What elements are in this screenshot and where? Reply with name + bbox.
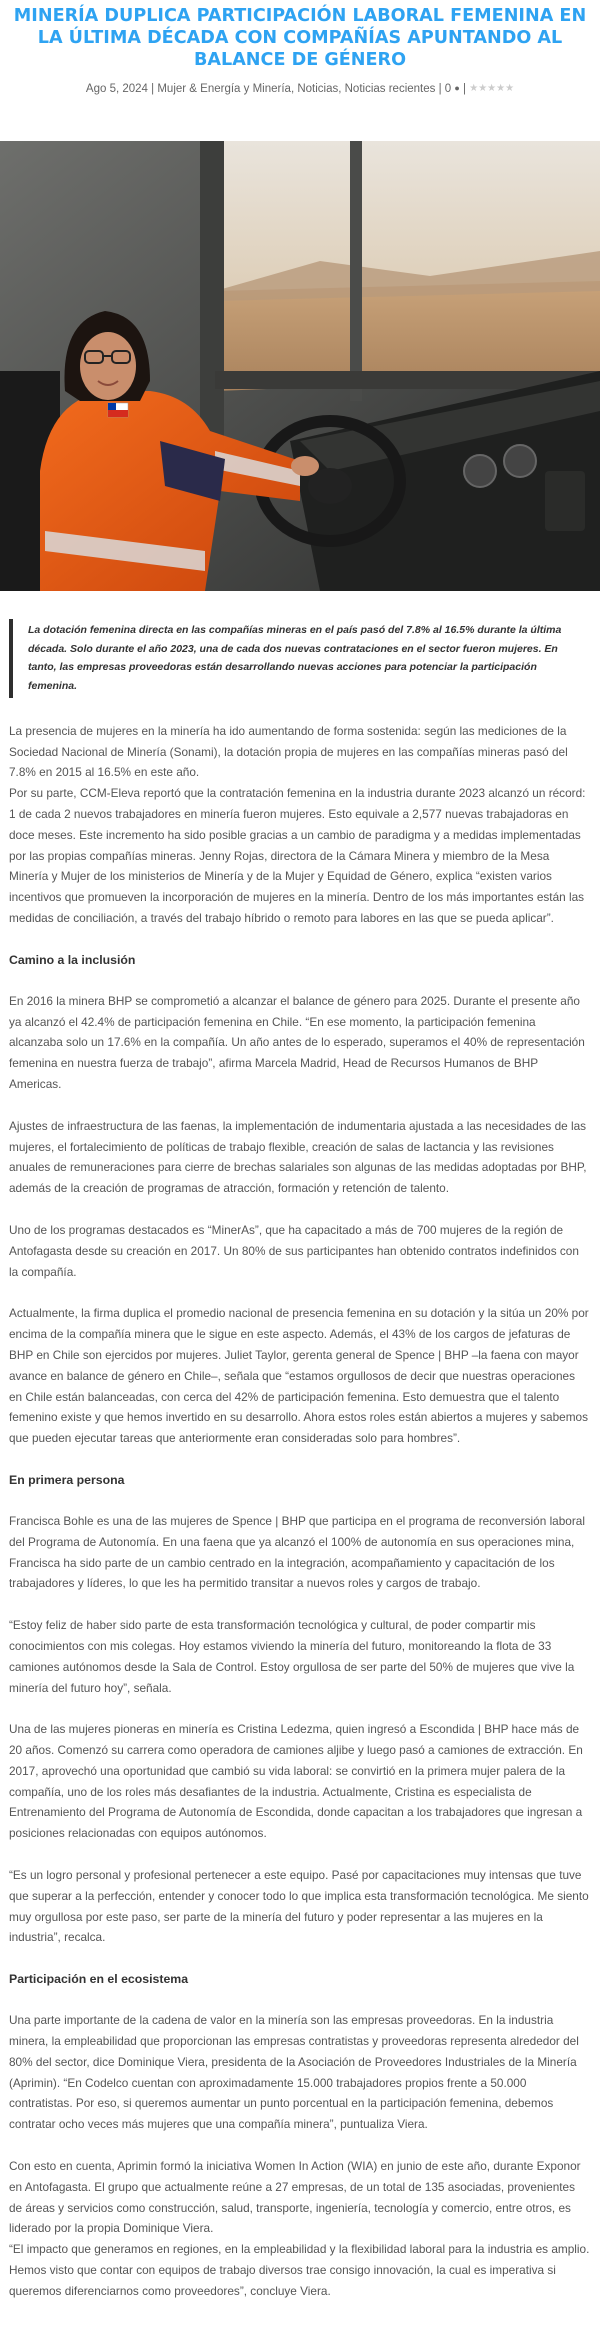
category-link-mujer-energia-mineria[interactable]: Mujer & Energía y Minería bbox=[157, 83, 291, 95]
paragraph: Una parte importante de la cadena de valor en la minería son las empresas proveedoras. En la industria minera, la empleabilidad que proporcionan las empresas contratistas y proveedoras representa alrededor del 80% del sector, dice Dominique Viera, presidenta de la Asociación de Proveedores Industriales de la Minería (Aprimin). “En Codelco cuentan con aproximadamente 15.000 trabajadores propios frente a 50.000 contratistas. Por eso, si queremos aumentar un punto porcentual en la participación femenina, debemos contratar ocho veces más mujeres que una compañía minera”, puntualiza Viera. bbox=[9, 2013, 579, 2132]
paragraph: Con esto en cuenta, Aprimin formó la iniciativa Women In Action (WIA) en junio de este año, durante Exponor en Antofagasta. El grupo que actualmente reúne a 27 empresas, de un total de 135 asociadas, provenientes de áreas y servicios como construcción, salud, transporte, ingeniería, tecnología y comercio, entre otros, es liderado por la propia Dominique Viera. bbox=[9, 2159, 581, 2236]
truck-driver-photo bbox=[0, 141, 600, 591]
article-header bbox=[0, 0, 600, 97]
paragraph: “Estoy feliz de haber sido parte de esta transformación tecnológica y cultural, de poder compartir mis conocimientos con mis colegas. Hoy estamos viviendo la minería del futuro, monitoreando la flota de 33 camiones autónomos desde la Sala de Control. Estoy orgullosa de ser parte del 50% de mujeres que vive la minería del futuro hoy”, señala. bbox=[9, 1618, 575, 1695]
paragraph: “El impacto que generamos en regiones, en la empleabilidad y la flexibilidad laboral para la industria es amplio. Hemos visto que contar con equipos de trabajo diversos trae consigo innovación, la cual es imperativa si queremos diferenciarnos como proveedores”, concluye Viera. bbox=[9, 2242, 590, 2298]
article-body bbox=[0, 721, 600, 2302]
category-link-noticias-recientes[interactable]: Noticias recientes bbox=[344, 83, 436, 95]
paragraph: “Es un logro personal y profesional pertenecer a este equipo. Pasé por capacitaciones muy intensas que tuve que superar a la perfección, entender y conocer todo lo que implica esta transformación tecnológica. Me siento muy orgullosa por este paso, ser parte de la minería del futuro y poder representar a las mujeres en la industria”, recalca. bbox=[9, 1868, 589, 1945]
hero-image bbox=[0, 141, 600, 591]
paragraph: Uno de los programas destacados es “MinerAs”, que ha capacitado a más de 700 mujeres de la región de Antofagasta desde su creación en 2017. Un 80% de sus participantes han obtenido contratos indefinidos con la compañía. bbox=[9, 1222, 579, 1279]
rating-stars[interactable]: ★★★★★ bbox=[469, 83, 515, 94]
comment-count: 0 bbox=[444, 83, 452, 95]
paragraph: Francisca Bohle es una de las mujeres de Spence | BHP que participa en el programa de reconversión laboral del Programa de Autonomía. En una faena que ya alcanzó el 100% de autonomía en sus operaciones mina, Francisca ha sido parte de un cambio centrado en la integración, acompañamiento y capacitación de los trabajadores y líderes, lo que les ha permitido transitar a nuevos roles y cargos de trabajo. bbox=[9, 1513, 585, 1591]
paragraph: Ajustes de infraestructura de las faenas, la implementación de indumentaria ajustada a las necesidades de las mujeres, el fortalecimiento de políticas de trabajo flexible, creación de salas de lactancia y las revisiones anuales de remuneraciones para cierre de brechas salariales son algunas de las medidas adoptadas por BHP, además de la creación de programas de atracción, formación y retención de talento. bbox=[9, 1118, 587, 1196]
section-heading: Camino a la inclusión bbox=[9, 952, 136, 967]
paragraph: Actualmente, la firma duplica el promedio nacional de presencia femenina en su dotación y la sitúa un 20% por encima de la compañía minera que le sigue en este aspecto. Además, el 43% de los cargos de jefaturas de BHP en Chile son ejercidos por mujeres. Juliet Taylor, gerenta general de Spence | BHP –la faena con mayor avance en balance de género en Chile–, señala que “estamos orgullosos de decir que nuestras operaciones en Chile están balanceadas, con cerca del 42% de participación femenina. Esto demuestra que el talento femenino existe y que hemos invertido en su desarrollo. Ahora estos roles están abiertos a mujeres y sabemos que pueden ejecutar tareas que anteriormente eran consideradas solo para hombres”. bbox=[9, 1306, 589, 1446]
post-meta: Ago 5, 2024 | Mujer & Energía y Minería, Noticias, Noticias recientes | 0 ● | ★★★★★ bbox=[12, 80, 588, 97]
category-link-noticias[interactable]: Noticias bbox=[297, 83, 339, 95]
post-date: Ago 5, 2024 bbox=[85, 83, 148, 95]
comments-link[interactable] bbox=[445, 83, 460, 95]
section-heading: Participación en el ecosistema bbox=[9, 1972, 189, 1987]
article-title: MINERÍA DUPLICA PARTICIPACIÓN LABORAL FEMENINA EN LA ÚLTIMA DÉCADA CON COMPAÑÍAS APUNTANDO AL BALANCE DE GÉNERO bbox=[13, 6, 587, 70]
speech-bubble-icon: ● bbox=[454, 83, 460, 93]
paragraph: En 2016 la minera BHP se comprometió a alcanzar el balance de género para 2025. Durante el presente año ya alcanzó el 42.4% de participación femenina en Chile. “En ese momento, la participación femenina alcanzaba solo un 17.6% en la compañía. Un año antes de lo esperado, superamos el 40% de representación femenina en nuestra fuerza de trabajo”, afirma Marcela Madrid, Head de Recursos Humanos de BHP Americas. bbox=[9, 993, 585, 1091]
lead-quote: La dotación femenina directa en las compañías mineras en el país pasó del 7.8% al 16.5% durante la última década. Solo durante el año 2023, una de cada dos nuevas contrataciones en el sector fueron mujeres. En tanto, las empresas proveedoras están desarrollando nuevas acciones para potenciar la participación femenina. bbox=[9, 619, 582, 698]
paragraph: Por su parte, CCM-Eleva reportó que la contratación femenina en la industria durante 2023 alcanzó un récord: 1 de cada 2 nuevos trabajadores en minería fueron mujeres. Esto equivale a 2,577 nuevas trabajadoras en doce meses. Este incremento ha sido posible gracias a un cambio de paradigma y a medidas implementadas por las propias compañías mineras. Jenny Rojas, directora de la Cámara Minera y miembro de la Mesa Minería y Mujer de los ministerios de Minería y de la Mujer y Equidad de Género, explica “existen varios incentivos que promueven la incorporación de mujeres en la minería. Dentro de los más importantes están las medidas de conciliación, a través del trabajo híbrido o remoto para labores en las que se pueda aplicar”. bbox=[9, 786, 586, 925]
paragraph: Una de las mujeres pioneras en minería es Cristina Ledezma, quien ingresó a Escondida | BHP hace más de 20 años. Comenzó su carrera como operadora de camiones aljibe y luego pasó a camiones de extracción. En 2017, aprovechó una oportunidad que cambió su vida laboral: se convirtió en la primera mujer palera de la compañía, uno de los roles más desafiantes de la industria. Actualmente, Cristina es especialista de Entrenamiento del Programa de Autonomía de Escondida, donde capacitan a los trabajadores que ingresan a posiciones relacionadas con equipos autónomos. bbox=[9, 1722, 583, 1841]
section-heading: En primera persona bbox=[9, 1472, 125, 1487]
paragraph: La presencia de mujeres en la minería ha ido aumentando de forma sostenida: según las mediciones de la Sociedad Nacional de Minería (Sonami), la dotación propia de mujeres en las compañías mineras pasó del 7.8% en 2015 al 16.5% en este año. bbox=[9, 723, 568, 780]
